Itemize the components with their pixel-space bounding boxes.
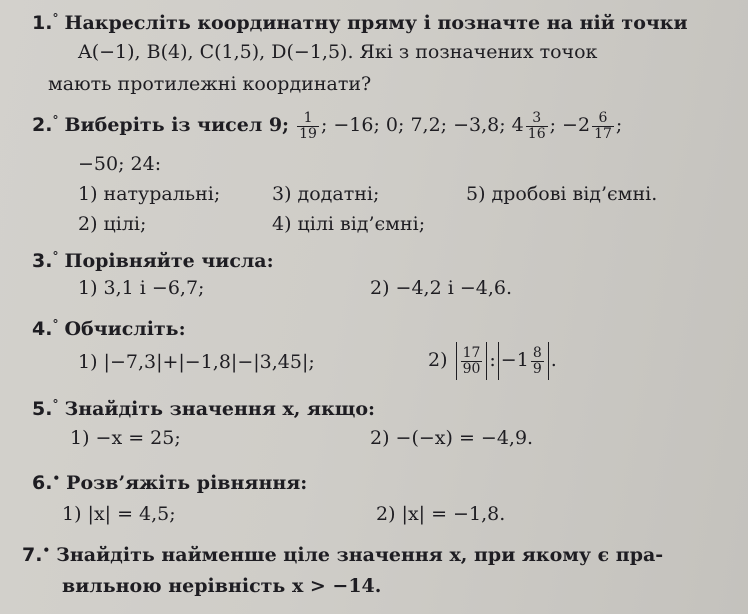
task-2-option-2: 2) цілі;: [78, 213, 147, 235]
fraction-6-17: $\frac{6}{17}$: [594, 109, 612, 142]
task-5-a: 1) −x = 25;: [70, 427, 181, 449]
fraction-17-90: $\frac{17}{90}$: [462, 344, 481, 377]
task-3-head: 3.° Порівняйте числа:: [32, 249, 274, 272]
task-5-b: 2) −(−x) = −4,9.: [370, 427, 534, 449]
task-4-head: 4.° Обчисліть:: [32, 317, 186, 340]
task-2-option-3: 3) додатні;: [272, 183, 380, 205]
task-2-line-1: 2.° Виберіть із чисел 9; $\frac{1}{19}$ ; −16; 0; 7,2; −3,8; 4 $\frac{3}{16}$ ; −2 $\frac{6}{17}$ ;: [32, 109, 623, 142]
task-5-head: 5.° Знайдіть значення x, якщо:: [32, 397, 376, 420]
task-3-b: 2) −4,2 і −4,6.: [370, 277, 513, 299]
task-6-b: 2) |x| = −1,8.: [376, 503, 506, 525]
fraction-8-9: $\frac{8}{9}$: [532, 344, 542, 377]
task-2-option-1: 1) натуральні;: [78, 183, 221, 205]
task-4-b: 2) $\frac{17}{90}$ : −1 $\frac{8}{9}$ .: [428, 340, 557, 380]
task-2-option-4: 4) цілі від’ємні;: [272, 213, 426, 235]
task-2-line-2: −50; 24:: [78, 153, 162, 175]
task-2-option-5: 5) дробові від’ємні.: [466, 183, 658, 205]
task-4-a: 1) |−7,3|+|−1,8|−|3,45|;: [78, 351, 315, 373]
fraction-1-19: $\frac{1}{19}$: [299, 109, 317, 142]
task-6-head: 6.• Розв’яжіть рівняння:: [32, 471, 308, 494]
task-3-a: 1) 3,1 і −6,7;: [78, 277, 205, 299]
task-6-a: 1) |x| = 4,5;: [62, 503, 176, 525]
task-7-line-1: 7.• Знайдіть найменше ціле значення x, при якому є пра-: [22, 543, 664, 566]
task-1-line-3: мають протилежні координати?: [48, 73, 372, 95]
task-1-line-2: A(−1), B(4), C(1,5), D(−1,5). Які з позначених точок: [78, 41, 598, 63]
task-1-text-1: Накресліть координатну пряму і позначте на ній точки: [64, 12, 688, 34]
fraction-3-16: $\frac{3}{16}$: [527, 109, 546, 142]
task-7-line-2: вильною нерівність x > −14.: [62, 575, 382, 597]
task-1-line-1: 1.° Накресліть координатну пряму і позначте на ній точки: [32, 11, 688, 34]
